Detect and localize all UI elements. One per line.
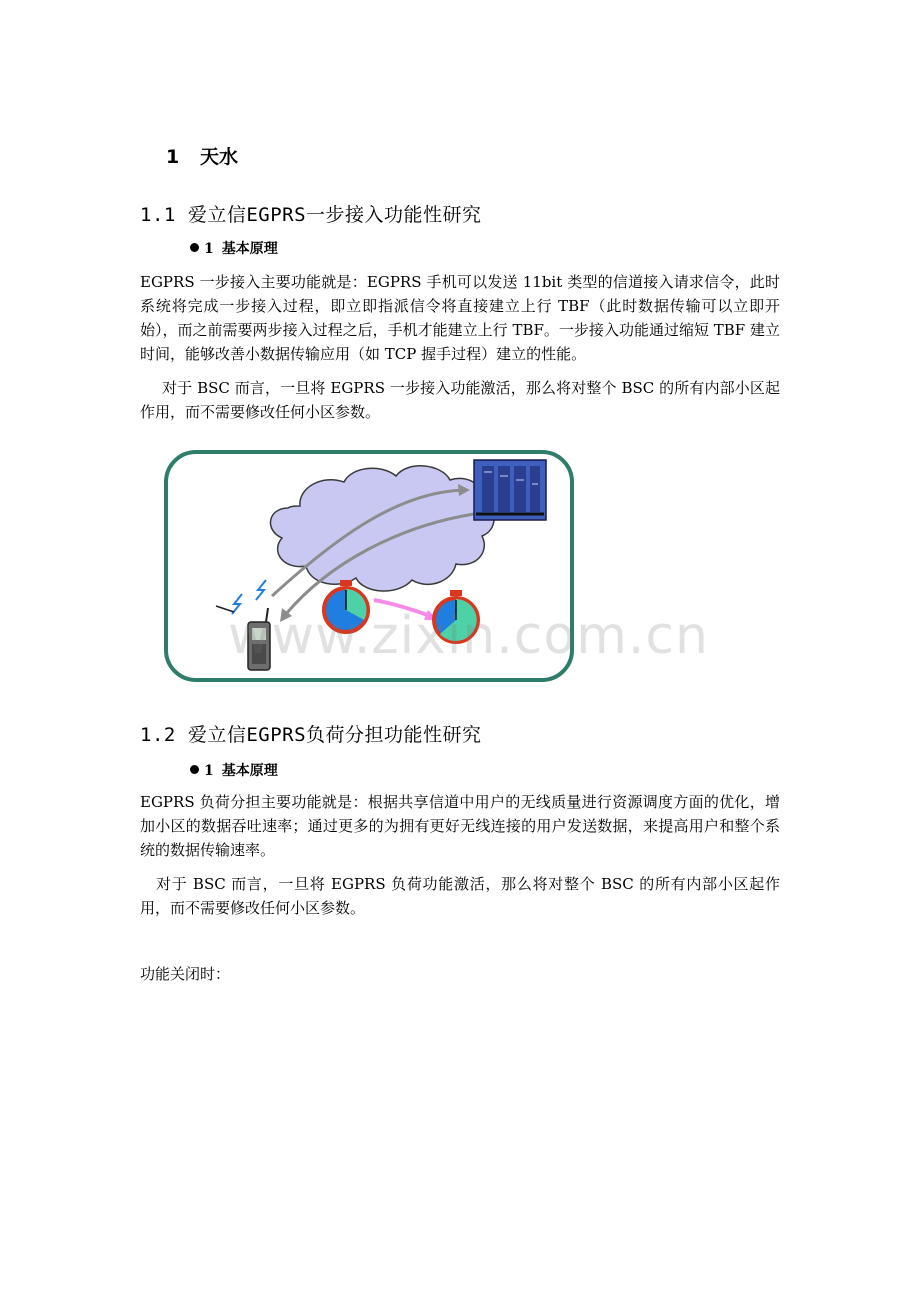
- bullet-heading: [190, 760, 278, 780]
- subsection-title: 爱立信EGPRS一步接入功能性研究: [187, 204, 482, 226]
- bullet-number: 1: [204, 763, 214, 779]
- paragraph: EGPRS 负荷分担主要功能就是：根据共享信道中用户的无线质量进行资源调度方面的优化，增加小区的数据吞吐速率；通过更多的为拥有更好无线连接的用户发送数据，来提高用户和整个系统的数据传输速率。: [140, 793, 780, 859]
- paragraph: 对于 BSC 而言，一旦将 EGPRS 一步接入功能激活，那么将对整个 BSC 的所有内部小区起作用，而不需要修改任何小区参数。: [140, 379, 780, 421]
- bullet-number: 1: [204, 241, 214, 257]
- section-heading: [166, 142, 238, 169]
- paragraph: 对于 BSC 而言，一旦将 EGPRS 负荷功能激活，那么将对整个 BSC 的所有内部小区起作用，而不需要修改任何小区参数。: [140, 875, 780, 917]
- paragraph: 功能关闭时：: [140, 965, 231, 983]
- bullet-title: 基本原理: [221, 763, 278, 779]
- section-number: 1: [166, 146, 180, 168]
- bsc-cabinet-icon: [474, 460, 546, 520]
- bullet-dot-icon: [190, 243, 199, 252]
- subsection-heading-1-1: [140, 200, 482, 227]
- section-title: 天水: [200, 146, 239, 168]
- subsection-title: 爱立信EGPRS负荷分担功能性研究: [187, 724, 482, 746]
- paragraph: EGPRS 一步接入主要功能就是：EGPRS 手机可以发送 11bit 类型的信道接入请求信令，此时系统将完成一步接入过程，即立即指派信令将直接建立上行 TBF（此时数据传输可以立即开始），而之前需要两步接入过程之后，手机才能建立上行 TBF。一步接入功能通过缩短 TBF 建立时间，能够改善小数据传输应用（如 TCP 握手过程）建立的性能。: [140, 273, 780, 363]
- watermark: www.zixin.com.cn: [228, 606, 709, 666]
- subsection-number: 1.1: [140, 204, 176, 226]
- bullet-title: 基本原理: [221, 241, 278, 257]
- bullet-heading: [190, 238, 278, 258]
- bullet-dot-icon: [190, 765, 199, 774]
- subsection-number: 1.2: [140, 724, 176, 746]
- subsection-heading-1-2: [140, 720, 482, 747]
